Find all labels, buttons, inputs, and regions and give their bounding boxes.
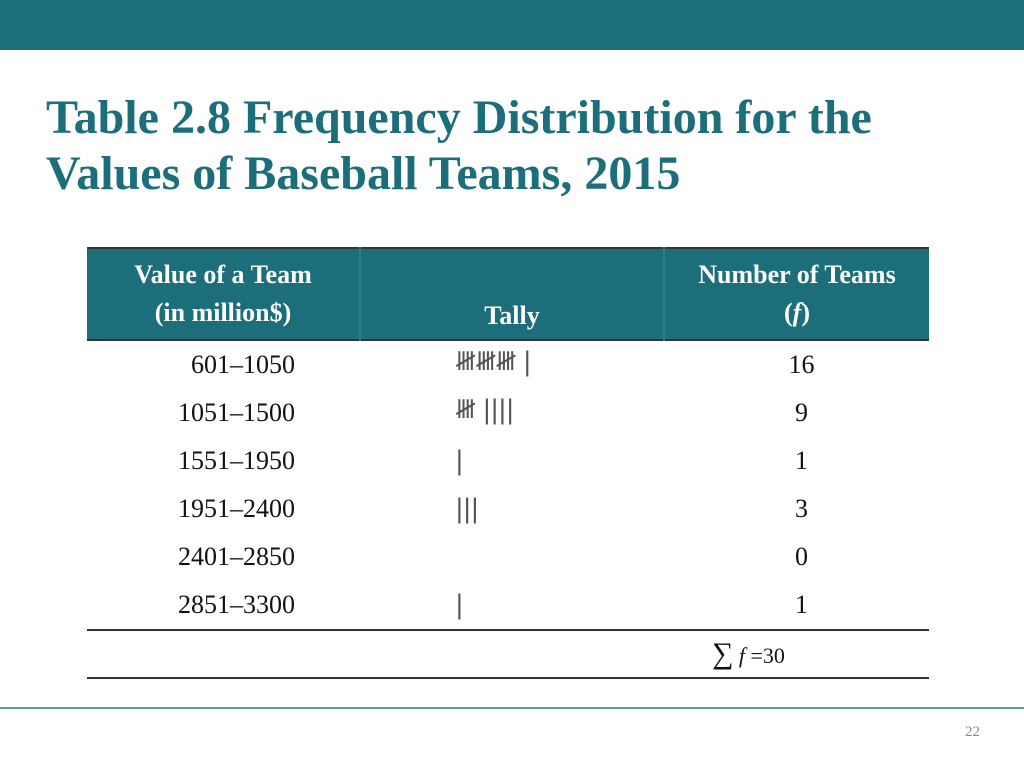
table-row: [87, 389, 929, 437]
tally-marks: |: [455, 446, 463, 476]
sum-empty-cell: [360, 630, 664, 678]
table-row: [87, 581, 929, 630]
sigma-symbol: ∑: [712, 637, 734, 670]
sum-row: [87, 630, 929, 678]
header-value-of-team: [87, 248, 360, 340]
slide-title: Table 2.8 Frequency Distribution for the Values of Baseball Teams, 2015: [46, 91, 872, 200]
tally-cell: [360, 581, 664, 630]
sum-empty-cell: [87, 630, 360, 678]
count-cell: 16: [788, 350, 815, 379]
count-cell: 1: [795, 446, 808, 475]
tally-marks: |: [455, 590, 463, 620]
frequency-table: [87, 247, 929, 679]
tally-cell: [360, 340, 664, 389]
header-tally: [360, 248, 664, 340]
tally-marks: |||: [455, 494, 479, 524]
table-row: [87, 485, 929, 533]
range-cell: 2401–2850: [178, 542, 295, 571]
range-cell: 2851–3300: [178, 590, 295, 619]
range-cell: 1551–1950: [178, 446, 295, 475]
sum-formula: [664, 637, 785, 671]
header-count-line1: Number of Teams: [698, 260, 896, 289]
tally-cell: [360, 485, 664, 533]
header-value-line1: Value of a Team: [134, 260, 312, 289]
header-count-line2: (f): [783, 298, 810, 327]
table-header-row: [87, 248, 929, 340]
page-number: 22: [965, 724, 980, 740]
table-row: [87, 340, 929, 389]
range-cell: 601–1050: [191, 350, 295, 379]
count-cell: 1: [795, 590, 808, 619]
top-accent-bar: [0, 0, 1024, 50]
tally-marks: 𝍸 ||||: [455, 395, 514, 425]
sum-f-variable: f: [738, 643, 746, 668]
count-cell: 9: [795, 398, 808, 427]
sum-cell: [664, 630, 929, 678]
count-cell: 0: [795, 542, 808, 571]
header-value-line2: (in million$): [154, 298, 292, 327]
sum-total: =30: [750, 643, 785, 668]
tally-marks: 𝍸𝍸𝍸 |: [455, 347, 531, 377]
header-f-variable: f: [792, 298, 802, 327]
tally-cell: [360, 437, 664, 485]
header-tally-label: Tally: [484, 301, 540, 330]
range-cell: 1051–1500: [178, 398, 295, 427]
range-cell: 1951–2400: [178, 494, 295, 523]
footer-divider: [0, 707, 1024, 709]
count-cell: 3: [795, 494, 808, 523]
header-number-of-teams: [664, 248, 929, 340]
tally-cell: [360, 389, 664, 437]
table-row: [87, 437, 929, 485]
table-row: [87, 533, 929, 581]
tally-cell: [360, 533, 664, 581]
